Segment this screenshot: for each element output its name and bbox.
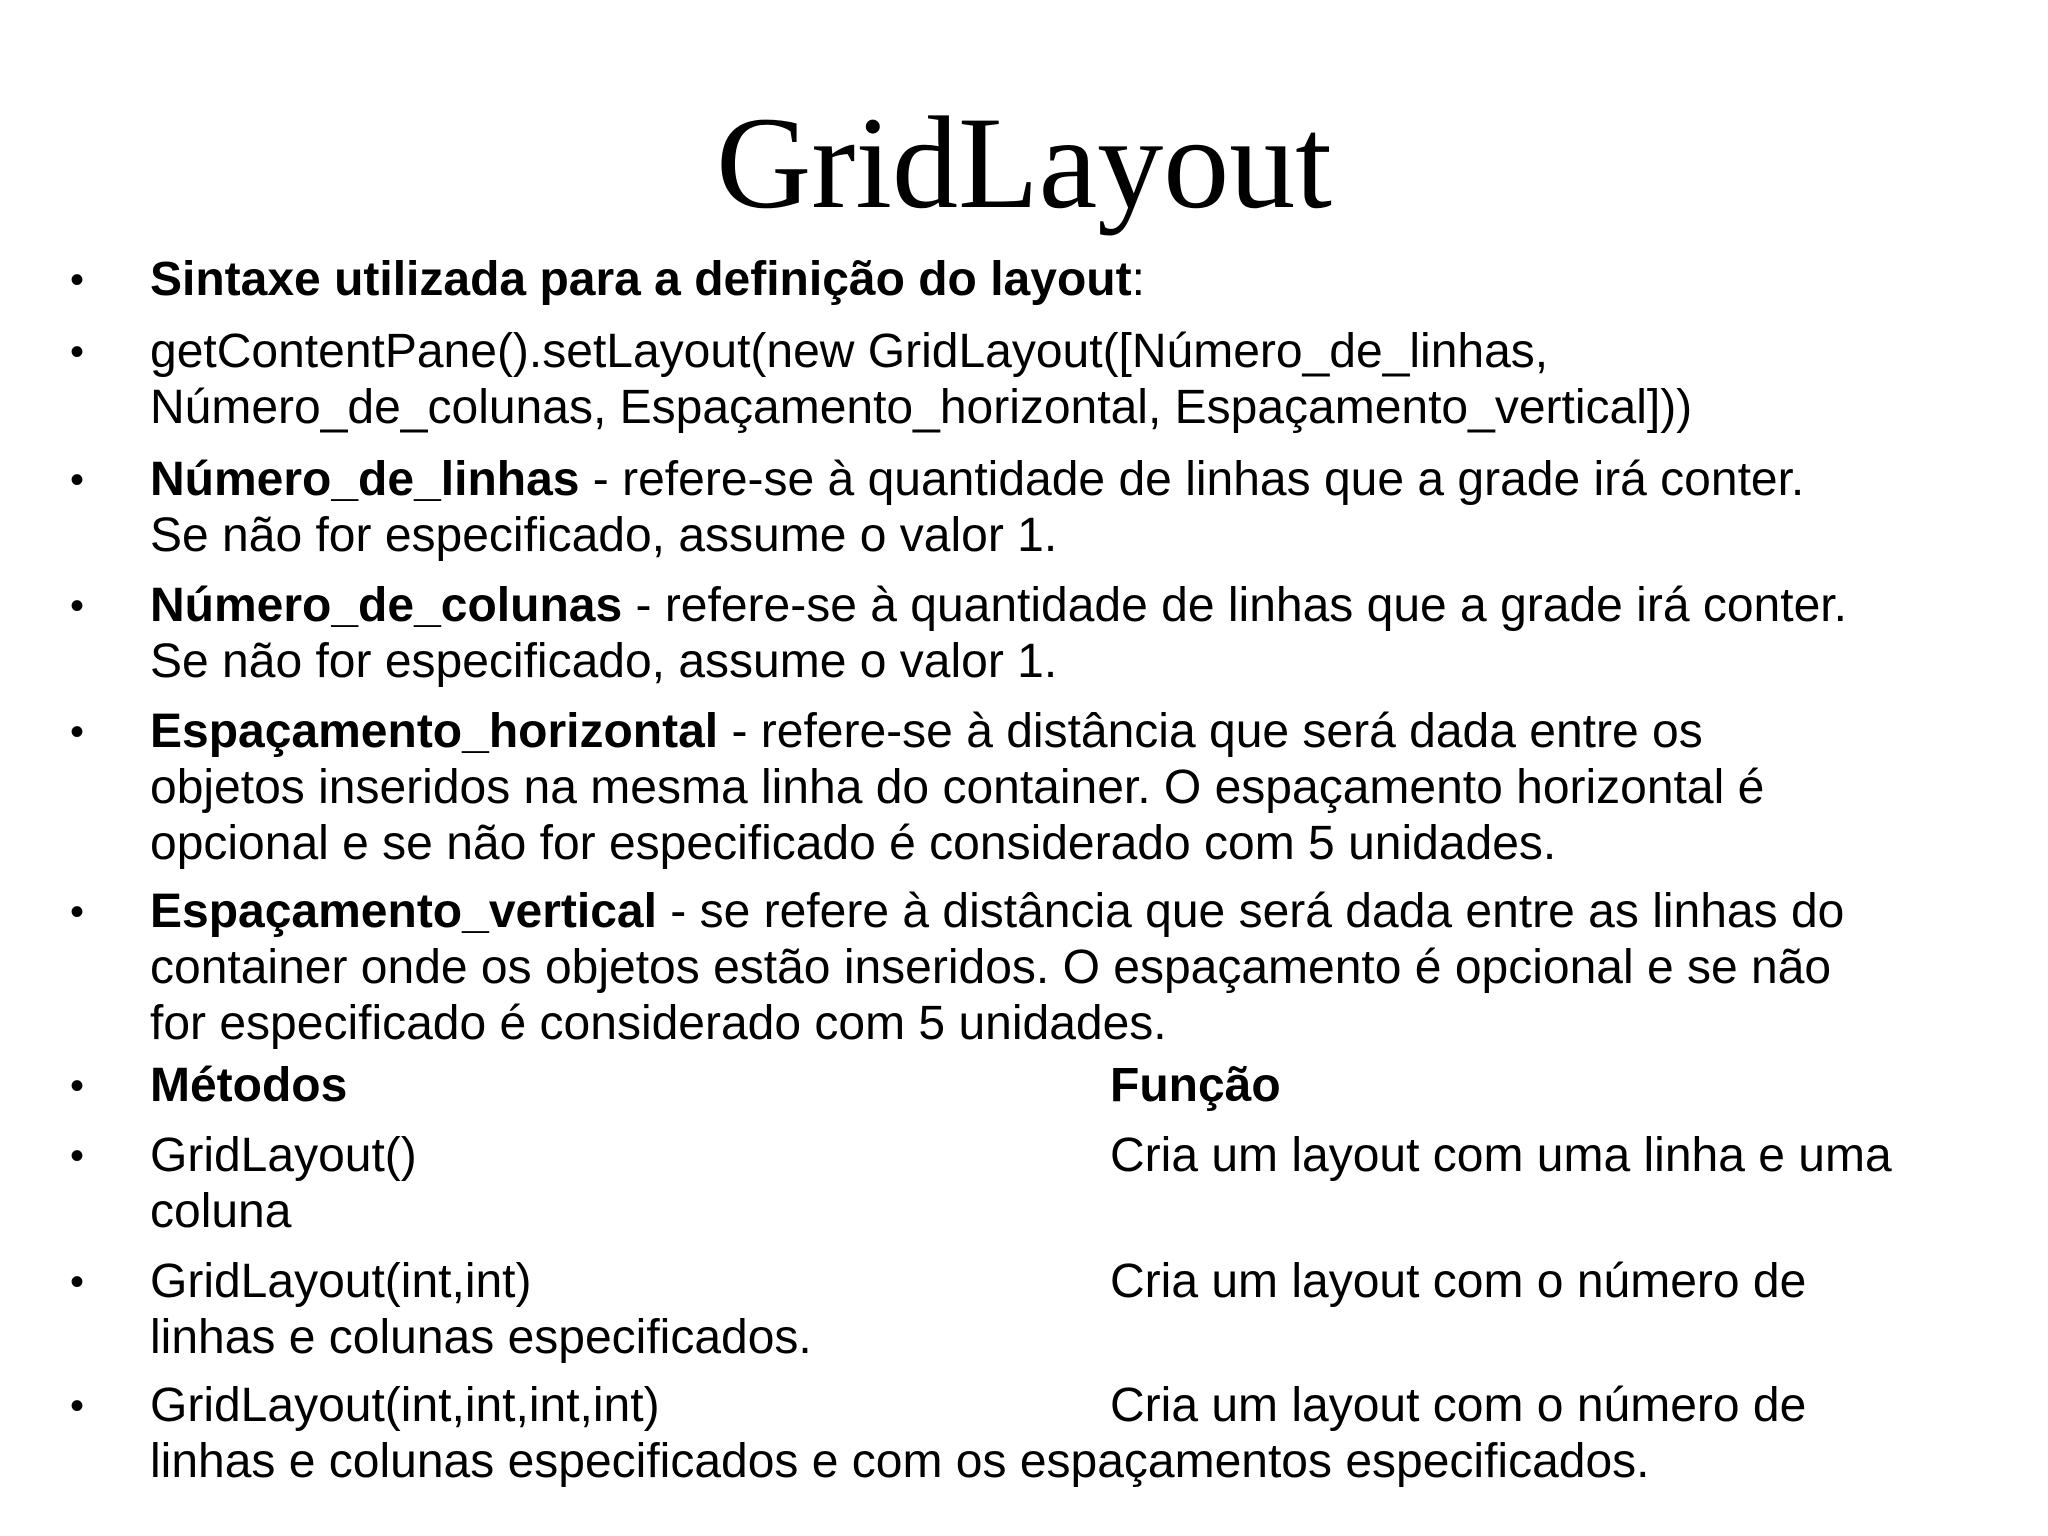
bullet-icon: •: [70, 1064, 85, 1108]
desc-numero-linhas-2: Se não for especificado, assume o valor 1.: [150, 509, 1058, 562]
method-1-name: GridLayout(): [150, 1129, 417, 1182]
desc-espacamento-horizontal-3: opcional e se não for especificado é considerado com 5 unidades.: [150, 817, 1557, 870]
bullet-method-2: [150, 1254, 2010, 1366]
desc-espacamento-horizontal-2: objetos inseridos na mesma linha do container. O espaçamento horizontal é: [150, 761, 1765, 814]
bullet-syntax: [150, 252, 2010, 308]
bullet-icon: •: [70, 258, 85, 302]
header-function: Função: [1110, 1059, 1281, 1112]
bullet-icon: •: [70, 710, 85, 754]
method-3-desc: Cria um layout com o número de: [1110, 1379, 1807, 1432]
bullet-method-3: [150, 1378, 2010, 1490]
bullet-icon: •: [70, 330, 85, 374]
syntax-colon: :: [1131, 253, 1145, 306]
bullet-numero-colunas: [150, 578, 2010, 690]
term-espacamento-vertical: Espaçamento_vertical: [150, 885, 657, 938]
method-1-desc: Cria um layout com uma linha e uma: [1110, 1129, 1892, 1182]
method-2-desc: Cria um layout com o número de: [1110, 1255, 1807, 1308]
bullet-method-1: [150, 1128, 2010, 1240]
method-3-name: GridLayout(int,int,int,int): [150, 1379, 660, 1432]
bullet-icon: •: [70, 584, 85, 628]
desc-espacamento-horizontal: - refere-se à distância que será dada entre os: [718, 705, 1703, 758]
bullet-numero-linhas: [150, 452, 2010, 564]
method-1-desc-2: coluna: [150, 1185, 292, 1238]
desc-numero-colunas: - refere-se à quantidade de linhas que a grade irá conter.: [622, 579, 1847, 632]
bullet-icon: •: [70, 1260, 85, 1304]
bullet-code: [150, 324, 2010, 436]
method-3-desc-2: linhas e colunas especificados e com os espaçamentos especificados.: [150, 1435, 1650, 1488]
desc-numero-linhas: - refere-se à quantidade de linhas que a grade irá conter.: [579, 453, 1805, 506]
bullet-icon: •: [70, 1134, 85, 1178]
code-line-1: getContentPane().setLayout(new GridLayout([Número_de_linhas,: [150, 325, 1549, 378]
method-2-name: GridLayout(int,int): [150, 1255, 532, 1308]
bullet-methods-header: [150, 1058, 2010, 1114]
bullet-icon: •: [70, 458, 85, 502]
syntax-label: Sintaxe utilizada para a definição do layout: [150, 253, 1132, 306]
header-methods: Métodos: [150, 1059, 348, 1112]
bullet-icon: •: [70, 890, 85, 934]
desc-espacamento-vertical-3: for especificado é considerado com 5 unidades.: [150, 997, 1167, 1050]
bullet-espacamento-horizontal: [150, 704, 2010, 872]
bullet-icon: •: [70, 1384, 85, 1428]
desc-numero-colunas-2: Se não for especificado, assume o valor 1.: [150, 635, 1058, 688]
term-numero-linhas: Número_de_linhas: [150, 453, 580, 506]
code-line-2: Número_de_colunas, Espaçamento_horizontal, Espaçamento_vertical])): [150, 381, 1693, 434]
method-2-desc-2: linhas e colunas especificados.: [150, 1311, 812, 1364]
bullet-espacamento-vertical: [150, 884, 2010, 1052]
desc-espacamento-vertical: - se refere à distância que será dada entre as linhas do: [656, 885, 1845, 938]
slide-title: GridLayout: [716, 89, 1332, 236]
desc-espacamento-vertical-2: container onde os objetos estão inseridos. O espaçamento é opcional e se não: [150, 941, 1832, 994]
term-espacamento-horizontal: Espaçamento_horizontal: [150, 705, 719, 758]
term-numero-colunas: Número_de_colunas: [150, 579, 623, 632]
